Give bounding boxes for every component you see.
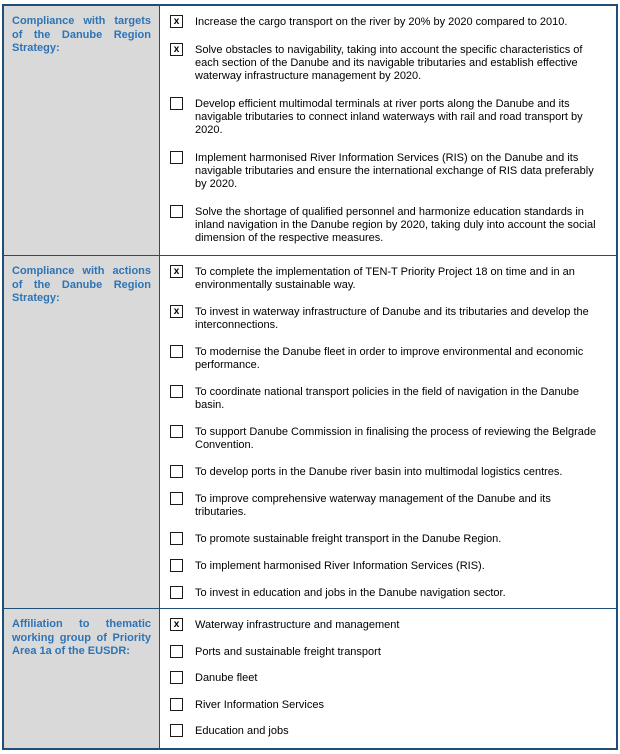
checkbox[interactable]: x — [170, 618, 183, 631]
checklist-item — [170, 43, 608, 83]
checkbox[interactable] — [170, 645, 183, 658]
checklist-item-label: Waterway infrastructure and management — [195, 619, 400, 631]
checkbox[interactable] — [170, 724, 183, 737]
checklist-item — [170, 532, 608, 546]
row-header-cell — [4, 6, 160, 255]
checkbox[interactable] — [170, 205, 183, 218]
checkbox[interactable] — [170, 671, 183, 684]
checklist-item — [170, 97, 608, 137]
checklist-item — [170, 698, 608, 712]
checklist-item — [170, 151, 608, 191]
compliance-table — [2, 4, 618, 750]
checklist-item-label: Danube fleet — [195, 672, 258, 684]
checklist-item-label: To coordinate national transport policies in the field of navigation in the Danube basin. — [195, 386, 580, 411]
checkbox[interactable] — [170, 97, 183, 110]
checklist-item — [170, 645, 608, 659]
checklist-item — [170, 465, 608, 479]
checklist-item-label: To develop ports in the Danube river basin into multimodal logistics centres. — [195, 466, 563, 478]
checkbox[interactable]: x — [170, 265, 183, 278]
checkbox[interactable]: x — [170, 15, 183, 28]
checklist-item — [170, 492, 608, 519]
row-header-label: Compliance with actions of the Danube Region Strategy: — [12, 265, 151, 304]
table-row — [4, 256, 616, 609]
checklist-item — [170, 305, 608, 332]
row-header-cell — [4, 256, 160, 608]
checkbox[interactable]: x — [170, 305, 183, 318]
row-items-cell — [160, 256, 616, 608]
checklist-item-label: Solve obstacles to navigability, taking into account the specific characteristics of each section of the Danube and its navigable tributaries and establish effective waterway infrastructure management by 2020. — [195, 44, 583, 82]
checklist-item — [170, 671, 608, 685]
checkbox[interactable] — [170, 698, 183, 711]
checklist-item — [170, 205, 608, 245]
checklist-item — [170, 425, 608, 452]
checklist-item-label: To invest in education and jobs in the Danube navigation sector. — [195, 587, 506, 599]
checklist-item-label: To promote sustainable freight transport in the Danube Region. — [195, 533, 502, 545]
checklist-item-label: Education and jobs — [195, 725, 289, 737]
checkbox[interactable] — [170, 532, 183, 545]
checkbox[interactable] — [170, 345, 183, 358]
checkbox[interactable] — [170, 586, 183, 599]
checklist-item — [170, 345, 608, 372]
table-row — [4, 609, 616, 748]
checklist-item — [170, 15, 608, 29]
row-header-cell — [4, 609, 160, 748]
checklist-item-label: River Information Services — [195, 698, 324, 711]
checklist-item — [170, 265, 608, 292]
checkbox[interactable]: x — [170, 43, 183, 56]
row-items-cell — [160, 609, 616, 748]
checkbox[interactable] — [170, 465, 183, 478]
checkbox[interactable] — [170, 559, 183, 572]
table-row — [4, 6, 616, 256]
checklist-item-label: Implement harmonised River Information Services (RIS) on the Danube and its navigable tributaries and ensure the international exchange of RIS data preferably by 2020. — [195, 152, 594, 190]
checklist-item-label: To implement harmonised River Information Services (RIS). — [195, 560, 485, 572]
checklist-item — [170, 724, 608, 738]
checklist-item — [170, 586, 608, 600]
checklist-item — [170, 559, 608, 573]
checklist-item-label: To support Danube Commission in finalising the process of reviewing the Belgrade Convention. — [195, 426, 597, 451]
row-header-label: Compliance with targets of the Danube Region Strategy: — [12, 15, 151, 54]
checklist-item-label: To improve comprehensive waterway management of the Danube and its tributaries. — [195, 493, 551, 518]
checkbox[interactable] — [170, 385, 183, 398]
checklist-item-label: Increase the cargo transport on the river by 20% by 2020 compared to 2010. — [195, 16, 568, 28]
checklist-item — [170, 385, 608, 412]
row-header-label: Affiliation to thematic working group of Priority Area 1a of the EUSDR: — [12, 618, 151, 657]
checklist-item — [170, 618, 608, 632]
checkbox[interactable] — [170, 151, 183, 164]
checklist-item-label: Solve the shortage of qualified personnel and harmonize education standards in inland navigation in the Danube region by 2020, taking duly into account the social dimension of the respective measures. — [195, 206, 596, 244]
row-items-cell — [160, 6, 616, 255]
checklist-item-label: To invest in waterway infrastructure of Danube and its tributaries and develop the interconnections. — [195, 306, 589, 331]
checklist-item-label: To complete the implementation of TEN-T Priority Project 18 on time and in an environmentally sustainable way. — [195, 266, 575, 291]
checklist-item-label: To modernise the Danube fleet in order to improve environmental and economic performance. — [195, 346, 584, 371]
checkbox[interactable] — [170, 492, 183, 505]
checklist-item-label: Develop efficient multimodal terminals at river ports along the Danube and its navigable tributaries to connect inland waterways with rail and road transport by 2020. — [195, 98, 583, 136]
checklist-item-label: Ports and sustainable freight transport — [195, 645, 381, 658]
checkbox[interactable] — [170, 425, 183, 438]
